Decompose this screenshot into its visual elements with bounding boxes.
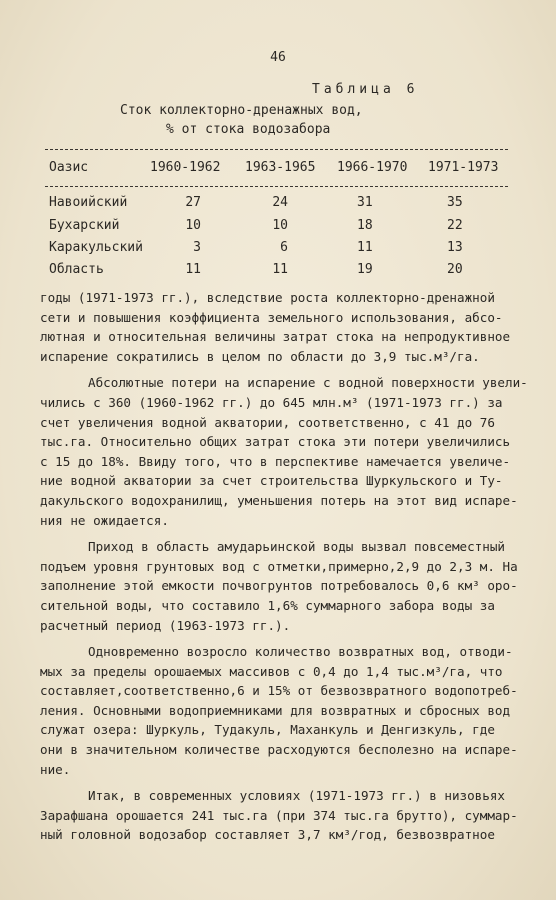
table-cell-value: 22: [447, 218, 463, 233]
text-line: Одновременно возросло количество возвратных вод, отводи-: [88, 644, 513, 660]
text-line: расчетный период (1963-1973 гг.).: [40, 617, 291, 633]
text-line: ный головной водозабор составляет 3,7 км³/год, безвозвратное: [40, 827, 495, 843]
text-line: счет увеличения водной акватории, соответственно, с 41 до 76: [40, 414, 495, 430]
text-line: ние.: [40, 761, 71, 777]
text-line: ние водной акватории за счет строительства Шуркульского и Ту-: [40, 473, 503, 489]
table-header-period-4: 1971-1973: [428, 160, 499, 175]
table-cell-value: 20: [447, 262, 463, 277]
paragraph: [40, 537, 530, 635]
table-header-oasis: Оазис: [49, 160, 89, 175]
text-line: подъем уровня грунтовых вод с отметки,примерно,2,9 до 2,3 м. На: [40, 558, 518, 574]
text-line: мых за пределы орошаемых массивов с 0,4 до 1,4 тыс.м³/га, что: [40, 663, 503, 679]
text-line: тыс.га. Относительно общих затрат стока эти потери увеличились: [40, 434, 511, 450]
table-header-rule: [45, 186, 508, 187]
text-line: Зарафшана орошается 241 тыс.га (при 374 тыс.га брутто), суммар-: [40, 807, 518, 823]
paragraph: [40, 786, 530, 845]
text-line: с 15 до 18%. Ввиду того, что в перспективе намечается увеличе-: [40, 453, 511, 469]
table-cell-oasis: Каракульский: [49, 240, 143, 255]
table-cell-value: 24: [272, 195, 288, 210]
table-cell-value: 11: [185, 262, 201, 277]
table-cell-value: 35: [447, 195, 463, 210]
table-cell-value: 18: [357, 218, 373, 233]
table-header-period-1: 1960-1962: [150, 160, 221, 175]
table-row: [0, 195, 556, 213]
table-header-period-2: 1963-1965: [245, 160, 316, 175]
text-line: Итак, в современных условиях (1971-1973 гг.) в низовьях: [88, 788, 506, 804]
text-line: ления. Основными водоприемниками для возвратных и сбросных вод: [40, 702, 511, 718]
table-title-line-1: Сток коллекторно-дренажных вод,: [120, 103, 363, 118]
paragraph: [40, 642, 530, 779]
paragraph: [40, 288, 530, 366]
table-cell-value: 31: [357, 195, 373, 210]
table-header-period-3: 1966-1970: [337, 160, 408, 175]
text-line: сительной воды, что составило 1,6% суммарного забора воды за: [40, 597, 495, 613]
table-title-line-2: % от стока водозабора: [166, 122, 331, 137]
table-cell-value: 3: [193, 240, 201, 255]
table-cell-value: 19: [357, 262, 373, 277]
table-title: [120, 101, 363, 139]
table-cell-value: 11: [272, 262, 288, 277]
page-number: 46: [270, 50, 286, 65]
text-line: служат озера: Шуркуль, Тудакуль, Маханкуль и Денгизкуль, где: [40, 722, 495, 738]
paragraph: [40, 373, 530, 530]
text-line: заполнение этой емкости почвогрунтов потребовалось 0,6 км³ оро-: [40, 578, 518, 594]
text-line: Приход в область амударьинской воды вызвал повсеместный: [88, 539, 506, 555]
table-cell-oasis: Область: [49, 262, 104, 277]
body-text: [40, 288, 530, 852]
table-cell-value: 27: [185, 195, 201, 210]
table-top-rule: [45, 149, 508, 150]
table-cell-oasis: Бухарский: [49, 218, 120, 233]
text-line: составляет,соответственно,6 и 15% от безвозвратного водопотреб-: [40, 683, 518, 699]
table-row: [0, 240, 556, 258]
text-line: Абсолютные потери на испарение с водной поверхности увели-: [88, 375, 528, 391]
text-line: ния не ожидается.: [40, 512, 169, 528]
table-cell-value: 10: [272, 218, 288, 233]
table-cell-value: 11: [357, 240, 373, 255]
text-line: дакульского водохранилищ, уменьшения потерь на этот вид испаре-: [40, 492, 518, 508]
table-cell-value: 13: [447, 240, 463, 255]
table-row: [0, 218, 556, 236]
table-cell-oasis: Навоийский: [49, 195, 128, 210]
table-cell-value: 10: [185, 218, 201, 233]
table-row: [0, 262, 556, 280]
text-line: чились с 360 (1960-1962 гг.) до 645 млн.м³ (1971-1973 гг.) за: [40, 394, 503, 410]
text-line: годы (1971-1973 гг.), вследствие роста коллекторно-дренажной: [40, 290, 495, 305]
text-line: они в значительном количестве расходуются бесполезно на испаре-: [40, 742, 518, 758]
table-cell-value: 6: [280, 240, 288, 255]
text-line: лютная и относительная величины затрат стока на непродуктивное: [40, 329, 511, 345]
table-header-row: [0, 160, 556, 178]
text-line: испарение сократились в целом по области до 3,9 тыс.м³/га.: [40, 348, 480, 364]
table-label: Таблица 6: [312, 82, 419, 97]
text-line: сети и повышения коэффициента земельного использования, абсо-: [40, 309, 503, 325]
